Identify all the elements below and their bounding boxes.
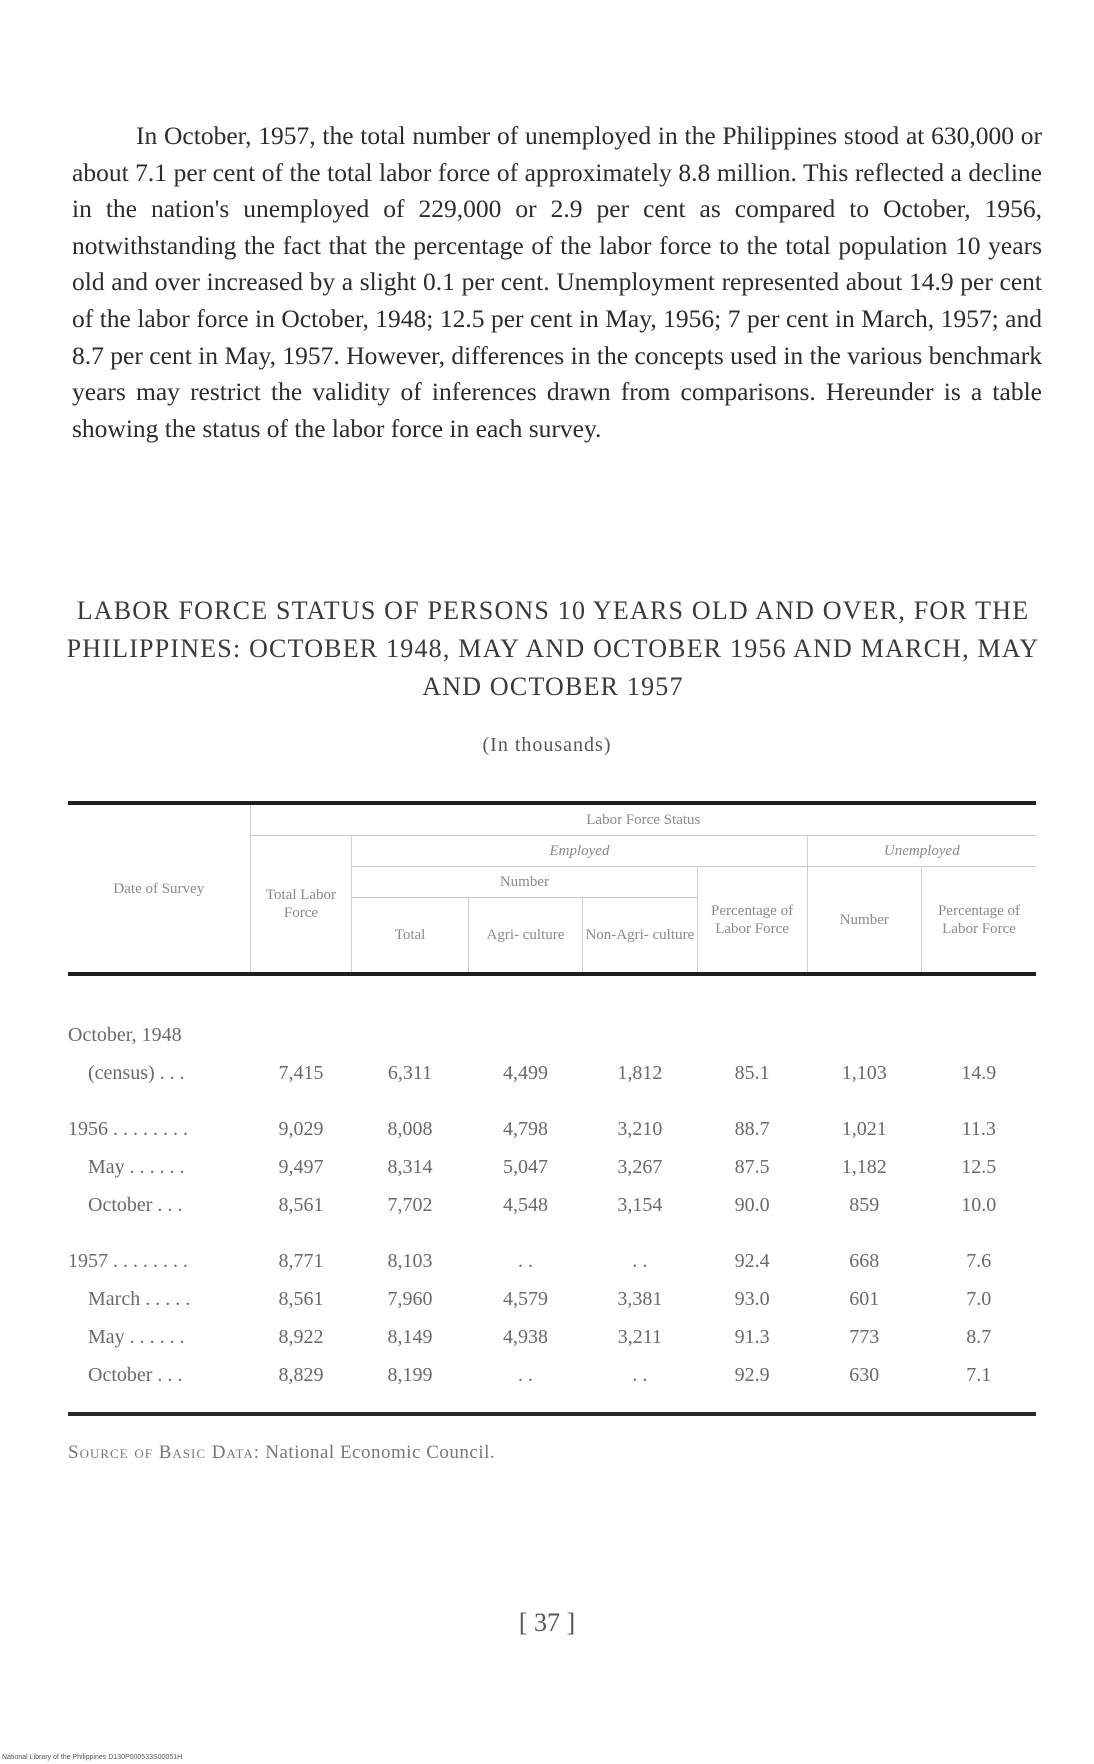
cell-pct-unemployed: 7.6	[966, 1249, 992, 1272]
cell-non-agriculture: 3,381	[617, 1287, 663, 1310]
row-label: October . . .	[88, 1363, 183, 1386]
cell-pct-unemployed: 7.0	[966, 1287, 992, 1310]
cell-agriculture: 4,548	[502, 1193, 548, 1216]
header-date-of-survey: Date of Survey	[68, 803, 250, 974]
row-label: May . . . . . .	[88, 1325, 185, 1348]
cell-total	[352, 1016, 468, 1054]
cell-non-agriculture: . .	[632, 1249, 648, 1272]
cell-unemployed: 1,103	[841, 1061, 887, 1084]
cell-agriculture	[468, 1016, 582, 1054]
cell-total: 8,314	[387, 1155, 433, 1178]
cell-agriculture: 4,499	[502, 1061, 548, 1084]
cell-total-labor-force: 9,497	[278, 1155, 324, 1178]
row-label: 1956 . . . . . . . .	[68, 1117, 188, 1140]
cell-pct-employed: 87.5	[734, 1155, 770, 1178]
intro-paragraph: In October, 1957, the total number of unemployed in the Philippines stood at 630,000 or about 7.1 per cent of the total labor force of approximately 8.8 million. This reflected a decline in the nation's unemployed of 229,000 or 2.9 per cent as compared to October, 1956, notwithstanding the fact that the percentage of the labor force to the total population 10 years old and over increased by a slight 0.1 per cent. Unemployment represented about 14.9 per cent of the labor force in October, 1948; 12.5 per cent in May, 1956; 7 per cent in March, 1957; and 8.7 per cent in May, 1957. However, differences in the concepts used in the various benchmark years may restrict the validity of inferences drawn from comparisons. Hereunder is a table showing the status of the labor force in each survey.	[72, 121, 1042, 443]
cell-pct-employed: 92.4	[734, 1249, 770, 1272]
table-row	[68, 1280, 1036, 1318]
row-label: May . . . . . .	[88, 1155, 185, 1178]
cell-non-agriculture: 3,210	[617, 1117, 663, 1140]
cell-non-agriculture: 3,267	[617, 1155, 663, 1178]
cell-agriculture: 5,047	[502, 1155, 548, 1178]
source-label: Source of Basic Data:	[68, 1442, 261, 1463]
row-label: 1957 . . . . . . . .	[68, 1249, 188, 1272]
cell-pct-employed: 88.7	[734, 1117, 770, 1140]
table-title: LABOR FORCE STATUS OF PERSONS 10 YEARS OLD AND OVER, FOR THE PHILIPPINES: OCTOBER 1948, MAY AND OCTOBER 1956 AND MARCH, MAY AND OCTOBER 1957	[66, 596, 1040, 701]
page-number: [ 37 ]	[518, 1608, 576, 1637]
cell-pct-unemployed: 12.5	[961, 1155, 997, 1178]
cell-total-labor-force: 9,029	[278, 1117, 324, 1140]
cell-non-agriculture: 1,812	[617, 1061, 663, 1084]
cell-total: 7,960	[387, 1287, 433, 1310]
header-employed: Employed	[352, 836, 807, 867]
cell-agriculture: 4,798	[502, 1117, 548, 1140]
cell-total: 6,311	[387, 1061, 433, 1084]
row-label: (census) . . .	[88, 1061, 185, 1084]
cell-agriculture: . .	[517, 1249, 533, 1272]
source-text: National Economic Council.	[265, 1442, 496, 1463]
table-row	[68, 1356, 1036, 1394]
header-number: Number	[352, 867, 697, 898]
cell-total: 8,199	[387, 1363, 433, 1386]
cell-pct-employed: 90.0	[734, 1193, 770, 1216]
header-pct-labor-force-unemployed: Percentage of Labor Force	[921, 867, 1036, 975]
cell-total: 8,103	[387, 1249, 433, 1272]
cell-total-labor-force: 7,415	[278, 1061, 324, 1084]
header-pct-labor-force-employed: Percentage of Labor Force	[697, 867, 807, 975]
cell-pct-employed: 91.3	[734, 1325, 770, 1348]
cell-unemployed: 859	[849, 1193, 880, 1216]
cell-unemployed: 630	[849, 1363, 880, 1386]
table-bottom-rule	[68, 1414, 1036, 1416]
row-label: October, 1948	[68, 1023, 182, 1046]
cell-total-labor-force: 8,922	[278, 1325, 324, 1348]
row-label: October . . .	[88, 1193, 183, 1216]
scan-footer: National Library of the Philippines D130P000533S00051H	[2, 1754, 183, 1761]
cell-unemployed: 1,182	[841, 1155, 887, 1178]
cell-total-labor-force: 8,771	[278, 1249, 324, 1272]
cell-pct-employed	[697, 1016, 807, 1054]
header-non-agriculture: Non-Agri- culture	[583, 898, 697, 975]
cell-total-labor-force	[250, 1016, 352, 1054]
header-total: Total	[352, 898, 468, 975]
cell-unemployed: 668	[849, 1249, 880, 1272]
cell-total-labor-force: 8,561	[278, 1287, 324, 1310]
cell-total: 8,149	[387, 1325, 433, 1348]
cell-non-agriculture: 3,211	[617, 1325, 662, 1348]
header-agriculture: Agri- culture	[468, 898, 582, 975]
table-row	[68, 1110, 1036, 1148]
cell-agriculture: 4,579	[502, 1287, 548, 1310]
cell-unemployed: 773	[849, 1325, 880, 1348]
row-label: March . . . . .	[88, 1287, 191, 1310]
header-unemployed-number: Number	[807, 867, 921, 975]
header-labor-force-status: Labor Force Status	[250, 803, 1036, 836]
cell-pct-unemployed: 10.0	[961, 1193, 997, 1216]
cell-pct-employed: 92.9	[734, 1363, 770, 1386]
cell-agriculture: . .	[517, 1363, 533, 1386]
cell-agriculture: 4,938	[502, 1325, 548, 1348]
cell-unemployed	[807, 1016, 921, 1054]
cell-total: 7,702	[387, 1193, 433, 1216]
cell-total-labor-force: 8,829	[278, 1363, 324, 1386]
header-unemployed: Unemployed	[807, 836, 1036, 867]
cell-pct-employed: 85.1	[734, 1061, 770, 1084]
cell-pct-unemployed	[921, 1016, 1036, 1054]
labor-force-table	[68, 801, 1036, 1416]
table-row	[68, 1054, 1036, 1092]
cell-total-labor-force: 8,561	[278, 1193, 324, 1216]
table-row	[68, 1242, 1036, 1280]
cell-unemployed: 601	[849, 1287, 880, 1310]
table-row	[68, 1318, 1036, 1356]
header-total-labor-force: Total Labor Force	[250, 836, 352, 975]
cell-pct-unemployed: 7.1	[966, 1363, 992, 1386]
unit-note: (In thousands)	[482, 734, 612, 756]
table-row	[68, 1186, 1036, 1224]
cell-non-agriculture: . .	[632, 1363, 648, 1386]
cell-pct-unemployed: 11.3	[961, 1117, 996, 1140]
cell-non-agriculture	[583, 1016, 697, 1054]
source-note	[68, 1442, 495, 1464]
cell-total: 8,008	[387, 1117, 433, 1140]
cell-pct-unemployed: 14.9	[961, 1061, 997, 1084]
table-row	[68, 1016, 1036, 1054]
table-row	[68, 1148, 1036, 1186]
cell-non-agriculture: 3,154	[617, 1193, 663, 1216]
cell-unemployed: 1,021	[841, 1117, 887, 1140]
cell-pct-unemployed: 8.7	[966, 1325, 992, 1348]
cell-pct-employed: 93.0	[734, 1287, 770, 1310]
